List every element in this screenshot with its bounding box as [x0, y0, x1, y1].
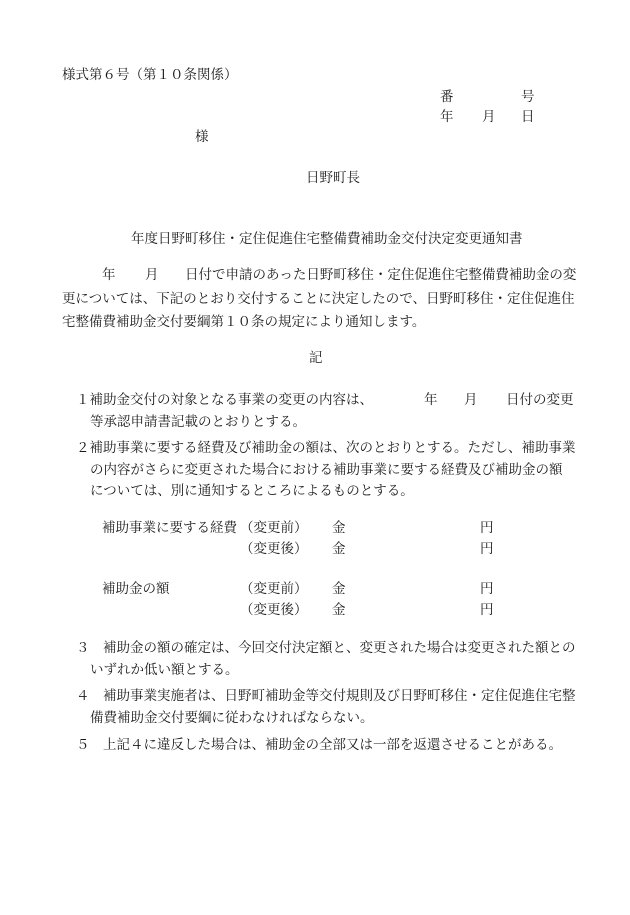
item1-line2: 等承認申請書記載のとおりとする。 — [90, 414, 306, 430]
date-year: 年 — [440, 109, 454, 125]
grant-after-kin: 金 — [332, 602, 346, 618]
item4-line2: 備費補助金交付要綱に従わなければならない。 — [90, 710, 374, 726]
intro-line3: 宅整備費補助金交付要綱第１０条の規定により通知します。 — [62, 314, 426, 330]
intro-year: 年 — [102, 267, 116, 283]
cost-after-yen: 円 — [480, 541, 494, 557]
cost-before: （変更前） — [240, 520, 308, 536]
grant-before: （変更前） — [240, 581, 308, 597]
number-label: 番 — [440, 89, 454, 105]
grant-before-kin: 金 — [332, 581, 346, 597]
form-number: 様式第６号（第１０条関係） — [62, 67, 238, 83]
cost-after: （変更後） — [240, 541, 308, 557]
item5-line1: ５ 上記４に違反した場合は、補助金の全部又は一部を返還させることがある。 — [76, 737, 562, 753]
date-day: 日 — [521, 109, 535, 125]
item3-line2: いずれか低い額とする。 — [90, 662, 239, 678]
item2-line1: ２補助事業に要する経費及び補助金の額は、次のとおりとする。ただし、補助事業 — [76, 440, 576, 456]
grant-after-yen: 円 — [480, 602, 494, 618]
intro-line1: 日付で申請のあった日野町移住・定住促進住宅整備費補助金の変 — [185, 267, 577, 283]
intro-line2: 更については、下記のとおり交付することに決定したので、日野町移住・定住促進住 — [62, 291, 575, 307]
item1-month: 月 — [464, 392, 478, 408]
item1-year: 年 — [424, 392, 438, 408]
date-month: 月 — [482, 109, 496, 125]
item1-line1-head: １補助金交付の対象となる事業の変更の内容は、 — [76, 392, 373, 408]
ki-heading: 記 — [309, 350, 323, 366]
item2-line2: の内容がさらに変更された場合における補助事業に要する経費及び補助金の額 — [90, 462, 563, 478]
item1-line1-tail: 日付の変更 — [506, 392, 574, 408]
grant-before-yen: 円 — [480, 581, 494, 597]
cost-before-yen: 円 — [480, 520, 494, 536]
item2-line3: については、別に通知するところによるものとする。 — [90, 483, 414, 499]
item3-line1: ３ 補助金の額の確定は、今回交付決定額と、変更された場合は変更された額との — [76, 640, 576, 656]
item4-line1: ４ 補助事業実施者は、日野町補助金等交付規則及び日野町移住・定住促進住宅整 — [76, 688, 576, 704]
issuer: 日野町長 — [306, 170, 360, 186]
document-title: 年度日野町移住・定住促進住宅整備費補助金交付決定変更通知書 — [131, 231, 523, 247]
intro-month: 月 — [145, 267, 159, 283]
grant-after: （変更後） — [240, 602, 308, 618]
number-suffix: 号 — [521, 89, 535, 105]
cost-after-kin: 金 — [332, 541, 346, 557]
addressee-suffix: 様 — [195, 129, 209, 145]
cost-label: 補助事業に要する経費 — [102, 520, 237, 536]
grant-label: 補助金の額 — [102, 581, 170, 597]
cost-before-kin: 金 — [332, 520, 346, 536]
